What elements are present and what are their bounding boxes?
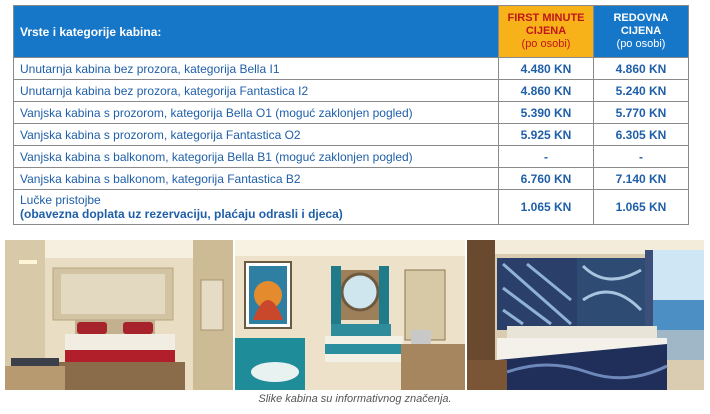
photos-caption: Slike kabina su informativnog značenja. (258, 393, 452, 405)
port-fee-note: (obavezna doplata uz rezervaciju, plaćaju odrasli i djeca) (20, 207, 343, 221)
cabin-price-table (13, 5, 689, 225)
row-first-minute-price: 5.925 KN (499, 124, 594, 146)
header-cabin-types: Vrste i kategorije kabina: (14, 6, 499, 58)
table-row (14, 168, 689, 190)
header-regular-line2: CIJENA (620, 25, 662, 37)
header-regular-price (594, 6, 689, 58)
row-first-minute-price: 5.390 KN (499, 102, 594, 124)
table-row (14, 124, 689, 146)
port-fee-first-minute-price: 1.065 KN (499, 190, 594, 225)
row-regular-price: - (594, 146, 689, 168)
table-row (14, 146, 689, 168)
cabin-photo-balcony (467, 240, 704, 390)
header-first-minute-line2: CIJENA (525, 25, 567, 37)
row-category: Vanjska kabina s prozorom, kategorija Fantastica O2 (14, 124, 499, 146)
table-row (14, 80, 689, 102)
port-fee-cell (14, 190, 499, 225)
row-regular-price: 4.860 KN (594, 58, 689, 80)
cabin-photos (5, 240, 704, 390)
header-first-minute-sub: (po osobi) (521, 38, 571, 50)
header-regular-line1: REDOVNA (613, 12, 669, 24)
row-regular-price: 5.770 KN (594, 102, 689, 124)
port-fee-row (14, 190, 689, 225)
port-fee-label: Lučke pristojbe (20, 193, 101, 207)
row-category: Unutarnja kabina bez prozora, kategorija Bella I1 (14, 58, 499, 80)
cabin-photo-interior (5, 240, 233, 390)
row-first-minute-price: 6.760 KN (499, 168, 594, 190)
row-category: Vanjska kabina s balkonom, kategorija Fantastica B2 (14, 168, 499, 190)
row-category: Unutarnja kabina bez prozora, kategorija Fantastica I2 (14, 80, 499, 102)
row-regular-price: 6.305 KN (594, 124, 689, 146)
table-row (14, 58, 689, 80)
row-first-minute-price: - (499, 146, 594, 168)
header-regular-sub: (po osobi) (616, 38, 666, 50)
header-first-minute-price (499, 6, 594, 58)
cabin-photo-porthole (235, 240, 465, 390)
table-header-row (14, 6, 689, 58)
port-fee-regular-price: 1.065 KN (594, 190, 689, 225)
header-first-minute-line1: FIRST MINUTE (507, 12, 585, 24)
row-regular-price: 7.140 KN (594, 168, 689, 190)
row-regular-price: 5.240 KN (594, 80, 689, 102)
row-first-minute-price: 4.480 KN (499, 58, 594, 80)
row-first-minute-price: 4.860 KN (499, 80, 594, 102)
row-category: Vanjska kabina s balkonom, kategorija Bella B1 (moguć zaklonjen pogled) (14, 146, 499, 168)
table-row (14, 102, 689, 124)
row-category: Vanjska kabina s prozorom, kategorija Bella O1 (moguć zaklonjen pogled) (14, 102, 499, 124)
